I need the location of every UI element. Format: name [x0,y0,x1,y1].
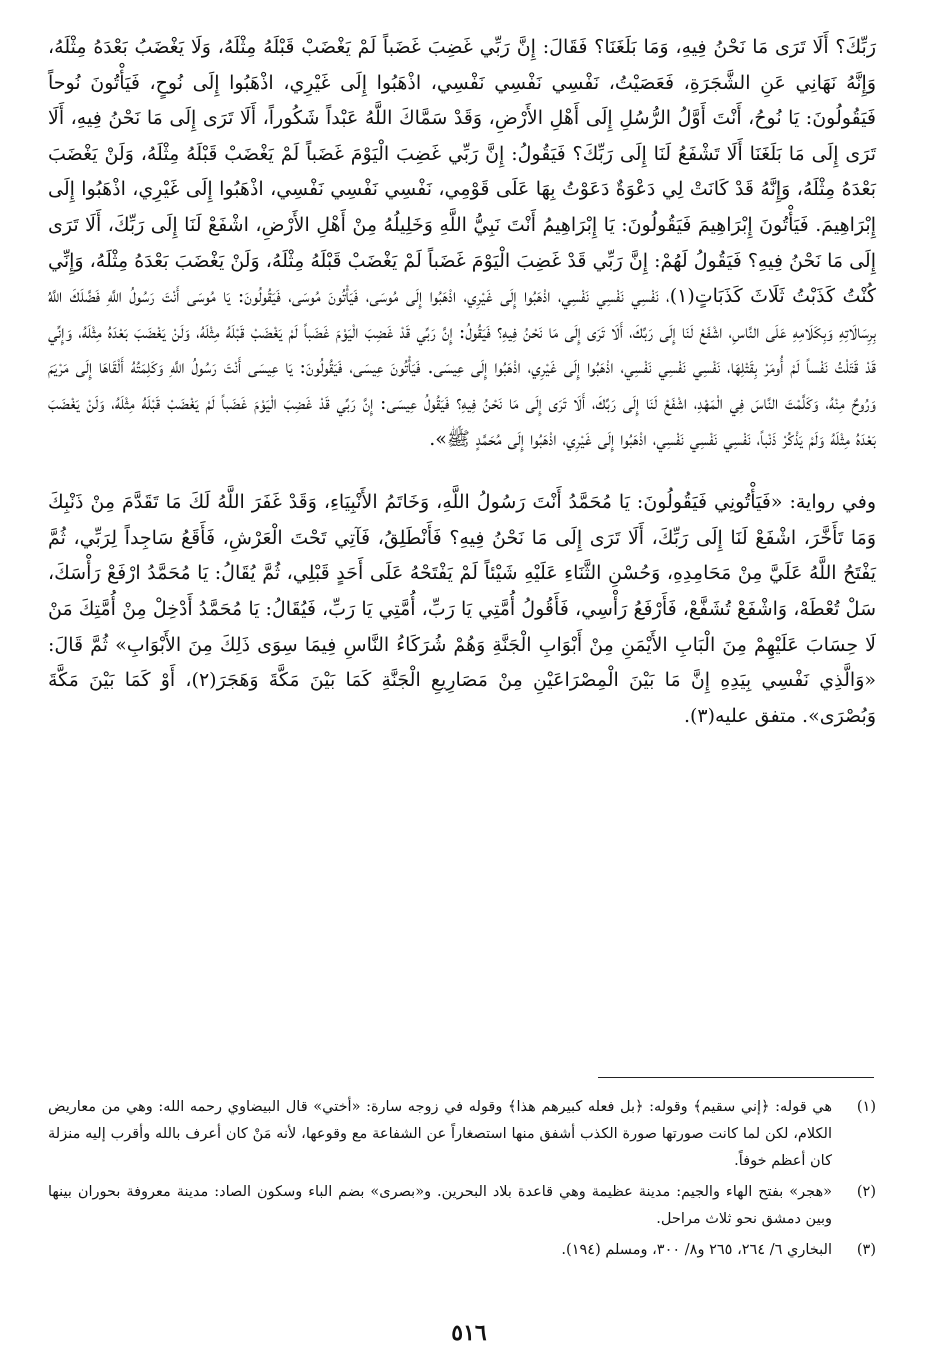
footnote [48,1237,876,1264]
footnote-text: البخاري ٦/ ٢٦٤، ٢٦٥ و٨/ ٣٠٠، ومسلم (١٩٤). [561,1242,832,1258]
paragraph-hadith-main: رَبِّكَ؟ أَلَا تَرَى مَا نَحْنُ فِيهِ، وَمَا بَلَغَنَا؟ فَقَالَ: إِنَّ رَبِّي غَضِبَ غَضَباً لَمْ يَغْضَبْ قَبْلَهُ مِثْلَهُ، وَلَا يَغْضَبُ بَعْدَهُ مِثْلَهُ، وَإِنَّهُ نَهَانِي عَنِ الشَّجَرَةِ، فَعَصَيْتُ، نَفْسِي نَفْسِي نَفْسِي، اذْهَبُوا إِلَى غَيْرِي، اذْهَبُوا إِلَى نُوحٍ، فَيَأْتُونَ نُوحاً فَيَقُولُونَ: يَا نُوحُ، أَنْتَ أَوَّلُ الرُّسُلِ إِلَى أَهْلِ الأَرْضِ، وَقَدْ سَمَّاكَ اللَّهُ عَبْداً شَكُوراً، أَلَا تَرَى إِلَى مَا نَحْنُ فِيهِ، أَلَا تَرَى إِلَى مَا بَلَغَنَا أَلَا تَشْفَعُ لَنَا إِلَى رَبِّكَ؟ فَيَقُولُ: إِنَّ رَبِّي غَضِبَ الْيَوْمَ غَضَباً لَمْ يَغْضَبْ قَبْلَهُ مِثْلَهُ، وَلَنْ يَغْضَبَ بَعْدَهُ مِثْلَهُ، وَإِنَّهُ قَدْ كَانَتْ لِي دَعْوَةٌ دَعَوْتُ بِهَا عَلَى قَوْمِي، نَفْسِي نَفْسِي نَفْسِي، اذْهَبُوا إِلَى غَيْرِي، اذْهَبُوا إِلَى إِبْرَاهِيمَ. فَيَأْتُونَ إِبْرَاهِيمَ فَيَقُولُونَ: يَا إِبْرَاهِيمُ أَنْتَ نَبِيُّ اللَّهِ وَخَلِيلُهُ مِنْ أَهْلِ الأَرْضِ، اشْفَعْ لَنَا إِلَى رَبِّكَ، أَلَا تَرَى إِلَى مَا نَحْنُ فِيهِ؟ فَيَقُولُ لَهُمْ: إِنَّ رَبِّي قَدْ غَضِبَ الْيَوْمَ غَضَباً لَمْ يَغْضَبْ قَبْلَهُ مِثْلَهُ، وَلَنْ يَغْضَبَ بَعْدَهُ مِثْلَهُ، وَإِنِّي كُنْتُ كَذَبْتُ ثَلَاثَ كَذَبَاتٍ(١)، نَفْسِي نَفْسِي نَفْسِي، اذْهَبُوا إِلَى غَيْرِي، اذْهَبُوا إِلَى مُوسَى، فَيَأْتُونَ مُوسَى، فَيَقُولُونَ: يَا مُوسَى أَنْتَ رَسُولُ اللَّهِ فَضَّلَكَ اللَّهُ بِرِسَالَاتِهِ وَبِكَلَامِهِ عَلَى النَّاسِ، اشْفَعْ لَنَا إِلَى رَبِّكَ، أَلَا تَرَى إِلَى مَا نَحْنُ فِيهِ؟ فَيَقُولُ: إِنَّ رَبِّي قَدْ غَضِبَ الْيَوْمَ غَضَباً لَمْ يَغْضَبْ قَبْلَهُ مِثْلَهُ، وَلَنْ يَغْضَبَ بَعْدَهُ مِثْلَهُ، وَإِنِّي قَدْ قَتَلْتُ نَفْساً لَمْ أُومَرْ بِقَتْلِهَا، نَفْسِي نَفْسِي نَفْسِي، اذْهَبُوا إِلَى غَيْرِي، اذْهَبُوا إِلَى عِيسَى. فَيَأْتُونَ عِيسَى، فَيَقُولُونَ: يَا عِيسَى أَنْتَ رَسُولُ اللَّهِ وَكَلِمَتُهُ أَلْقَاهَا إِلَى مَرْيَمَ وَرُوحٌ مِنْهُ، وَكَلَّمْتَ النَّاسَ فِي الْمَهْدِ، اشْفَعْ لَنَا إِلَى رَبِّكَ، أَلَا تَرَى إِلَى مَا نَحْنُ فِيهِ؟ فَيَقُولُ عِيسَى: إِنَّ رَبِّي قَدْ غَضِبَ الْيَوْمَ غَضَباً لَمْ يَغْضَبْ قَبْلَهُ مِثْلَهُ، وَلَنْ يَغْضَبَ بَعْدَهُ مِثْلَهُ وَلَمْ يَذْكُرْ ذَنْباً، نَفْسِي نَفْسِي نَفْسِي، اذْهَبُوا إِلَى غَيْرِي، اذْهَبُوا إِلَى مُحَمَّدٍ ﷺ». [48,36,876,450]
footnote-separator [598,1077,874,1078]
footnote-number: (٢) [856,1184,876,1200]
footnote-text: «هجر» بفتح الهاء والجيم: مدينة عظيمة وهي قاعدة بلاد البحرين. و«بصرى» بضم الباء وسكون الصاد: مدينة معروفة بحوران بينها وبين دمشق نحو ثلاث مراحل. [48,1184,832,1227]
footnote-number: (٣) [856,1242,876,1258]
footnote-number: (١) [856,1099,876,1115]
main-text [48,30,876,734]
footnote [48,1179,876,1233]
footnotes [48,1094,876,1268]
footnote-text: هي قوله: ﴿إني سقيم﴾ وقوله: ﴿بل فعله كبيرهم هذا﴾ وقوله في زوجه سارة: «أختي» قال البيضاوي رحمه الله: وهي من معاريض الكلام، لكن لما كانت صورتها صورة الكذب أشفق منها استصغاراً عن الشفاعة مع وقوعها، لأنه مَنْ كان أعرف بالله وأقرب إليه منزلة كان أعظم خوفاً. [48,1099,832,1169]
paragraph-alternate-narration: وفي رواية: «فَيَأْتُونِي فَيَقُولُونَ: يَا مُحَمَّدُ أَنْتَ رَسُولُ اللَّهِ، وَخَاتَمُ الأَنْبِيَاءِ، وَقَدْ غَفَرَ اللَّهُ لَكَ مَا تَقَدَّمَ مِنْ ذَنْبِكَ وَمَا تَأَخَّرَ، اشْفَعْ لَنَا إِلَى رَبِّكَ، أَلَا تَرَى إِلَى مَا نَحْنُ فِيهِ؟ فَأَنْطَلِقُ، فَآتِي تَحْتَ الْعَرْشِ، فَأَقَعُ سَاجِداً لِرَبِّي، ثُمَّ يَفْتَحُ اللَّهُ عَلَيَّ مِنْ مَحَامِدِهِ، وَحُسْنِ الثَّنَاءِ عَلَيْهِ شَيْئاً لَمْ يَفْتَحْهُ عَلَى أَحَدٍ قَبْلِي، ثُمَّ يُقَالُ: يَا مُحَمَّدُ ارْفَعْ رَأْسَكَ، سَلْ تُعْطَهْ، وَاشْفَعْ تُشَفَّعْ، فَأَرْفَعُ رَأْسِي، فَأَقُولُ أُمَّتِي يَا رَبِّ، أُمَّتِي يَا رَبِّ، فَيُقَالُ: يَا مُحَمَّدُ أَدْخِلْ مِنْ أُمَّتِكَ مَنْ لَا حِسَابَ عَلَيْهِمْ مِنَ الْبَابِ الأَيْمَنِ مِنْ أَبْوَابِ الْجَنَّةِ وَهُمْ شُرَكَاءُ النَّاسِ فِيمَا سِوَى ذَلِكَ مِنَ الأَبْوَابِ» ثُمَّ قَالَ: «وَالَّذِي نَفْسِي بِيَدِهِ إِنَّ مَا بَيْنَ الْمِصْرَاعَيْنِ مِنْ مَصَارِيعِ الْجَنَّةِ كَمَا بَيْنَ مَكَّةَ وَهَجَرَ(٢)، أَوْ كَمَا بَيْنَ مَكَّةَ وَبُصْرَى». متفق عليه(٣). [48,491,876,727]
footnote [48,1094,876,1175]
page-number: ٥١٦ [451,1320,487,1346]
